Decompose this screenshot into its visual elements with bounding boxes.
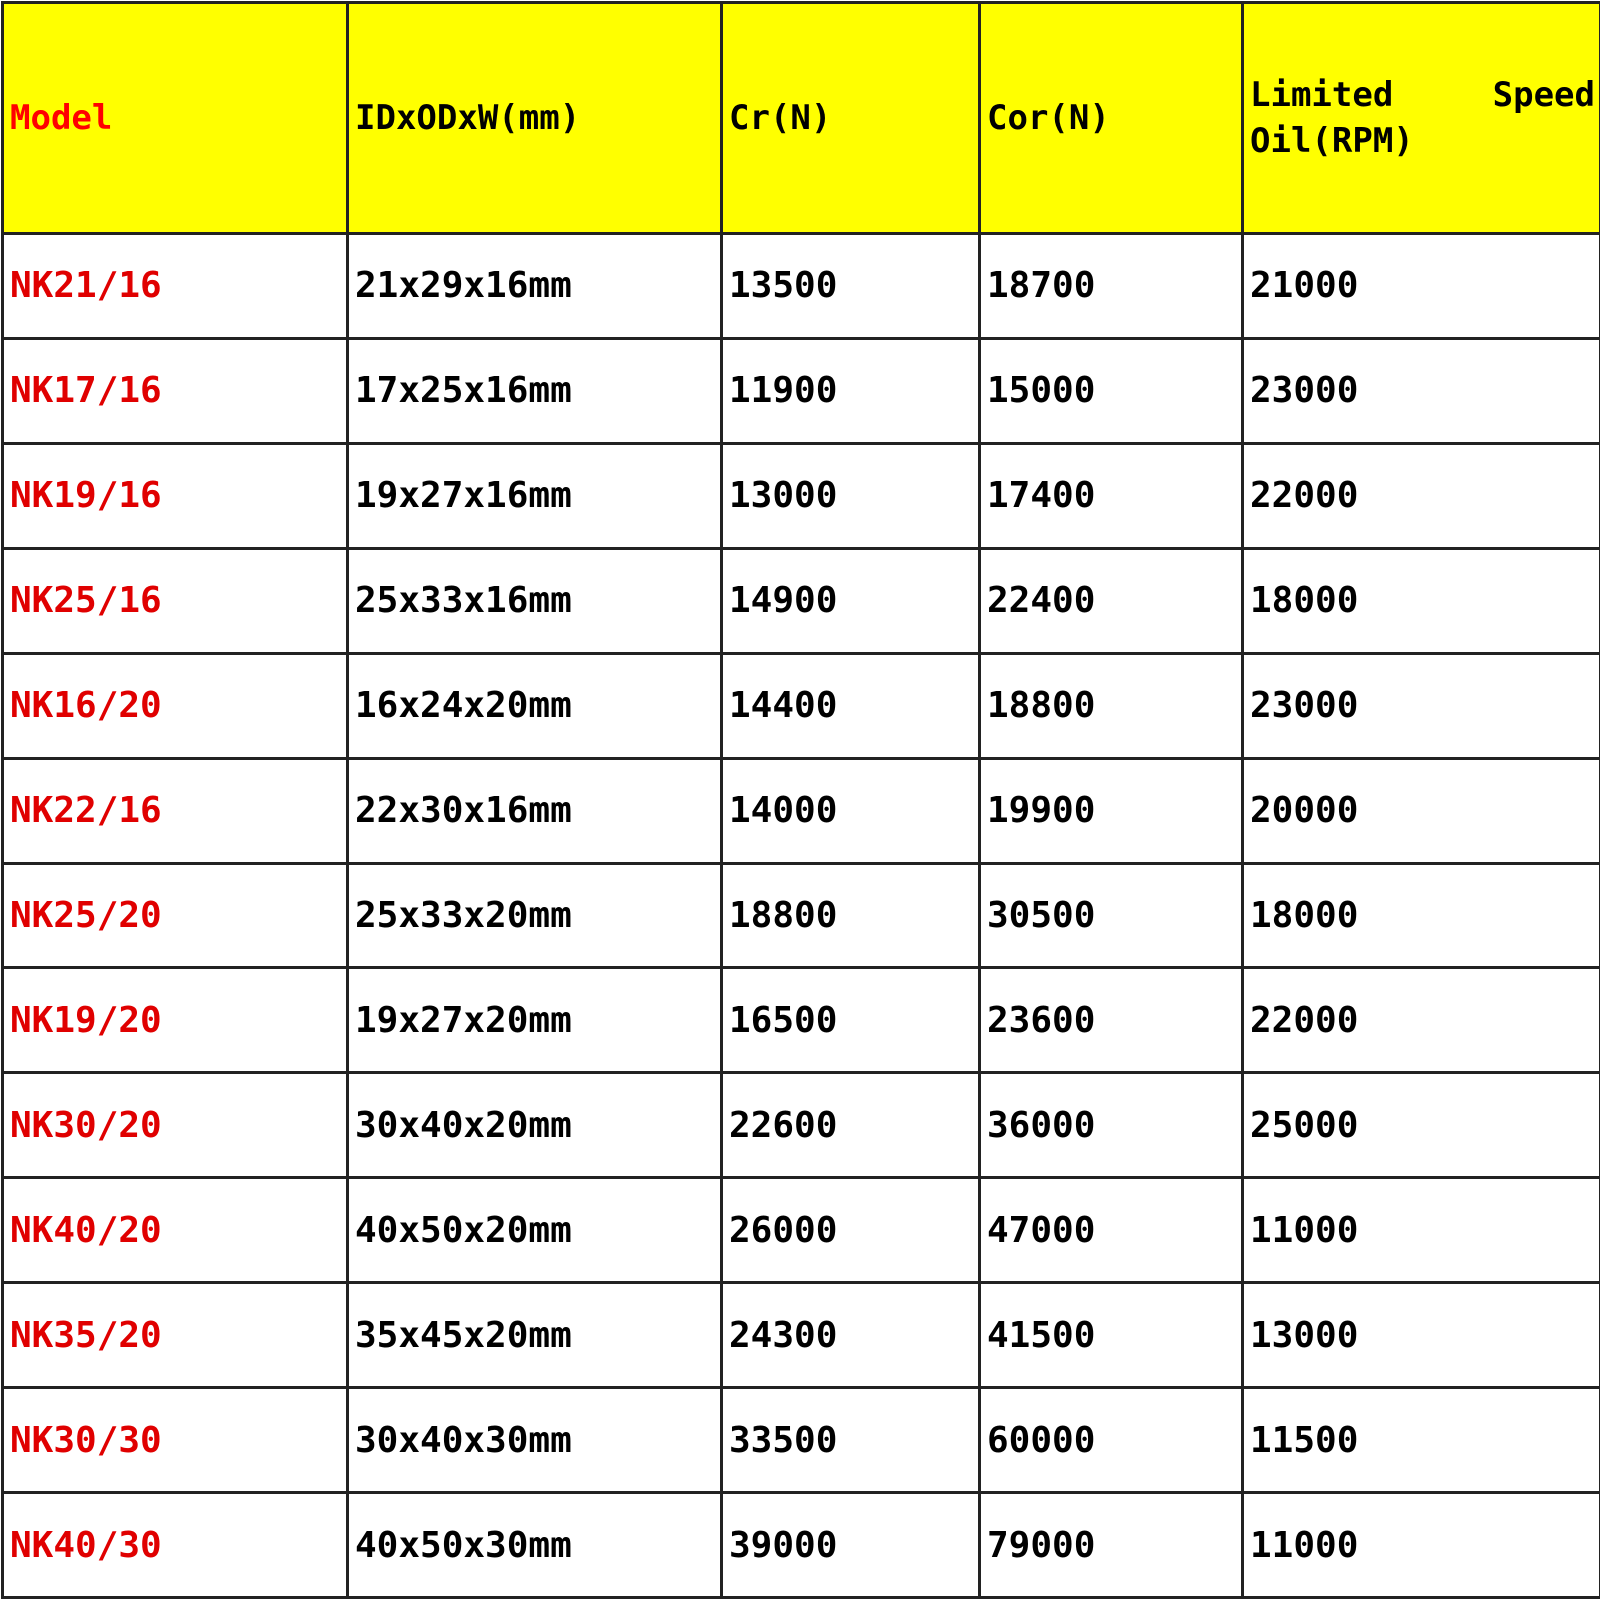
cell-limited-speed: 25000 (1243, 1073, 1600, 1178)
cell-cr: 13000 (722, 443, 980, 548)
cell-dimensions: 22x30x16mm (348, 758, 722, 863)
cell-dimensions: 35x45x20mm (348, 1283, 722, 1388)
header-speed-word1: Limited (1250, 75, 1394, 115)
cell-model: NK30/20 (3, 1073, 348, 1178)
cell-limited-speed: 11500 (1243, 1388, 1600, 1493)
header-cr: Cr(N) (722, 3, 980, 234)
cell-cor: 19900 (980, 758, 1243, 863)
cell-cor: 15000 (980, 338, 1243, 443)
table-row (3, 968, 1600, 1073)
cell-limited-speed: 18000 (1243, 863, 1600, 968)
cell-cor: 18700 (980, 234, 1243, 339)
table-row (3, 443, 1600, 548)
table-row (3, 548, 1600, 653)
cell-limited-speed: 23000 (1243, 653, 1600, 758)
cell-model: NK40/30 (3, 1493, 348, 1598)
cell-dimensions: 21x29x16mm (348, 234, 722, 339)
table-row (3, 1493, 1600, 1598)
cell-limited-speed: 20000 (1243, 758, 1600, 863)
cell-cor: 30500 (980, 863, 1243, 968)
cell-limited-speed: 11000 (1243, 1493, 1600, 1598)
header-speed-word2: Speed (1492, 75, 1595, 115)
cell-dimensions: 40x50x20mm (348, 1178, 722, 1283)
header-model: Model (3, 3, 348, 234)
cell-limited-speed: 23000 (1243, 338, 1600, 443)
cell-cor: 36000 (980, 1073, 1243, 1178)
cell-cor: 41500 (980, 1283, 1243, 1388)
cell-dimensions: 16x24x20mm (348, 653, 722, 758)
table-row (3, 1178, 1600, 1283)
cell-cr: 33500 (722, 1388, 980, 1493)
cell-cr: 16500 (722, 968, 980, 1073)
table-row (3, 1388, 1600, 1493)
bearing-spec-table (1, 1, 1600, 1599)
header-speed-line1 (1250, 72, 1595, 118)
cell-dimensions: 19x27x16mm (348, 443, 722, 548)
cell-model: NK40/20 (3, 1178, 348, 1283)
table-header (3, 3, 1600, 234)
cell-limited-speed: 22000 (1243, 968, 1600, 1073)
cell-cr: 14000 (722, 758, 980, 863)
cell-limited-speed: 22000 (1243, 443, 1600, 548)
cell-model: NK19/16 (3, 443, 348, 548)
cell-dimensions: 17x25x16mm (348, 338, 722, 443)
cell-cor: 60000 (980, 1388, 1243, 1493)
cell-limited-speed: 18000 (1243, 548, 1600, 653)
cell-cr: 13500 (722, 234, 980, 339)
cell-cor: 18800 (980, 653, 1243, 758)
cell-cr: 14900 (722, 548, 980, 653)
cell-model: NK17/16 (3, 338, 348, 443)
table-row (3, 863, 1600, 968)
header-limited-speed (1243, 3, 1600, 234)
cell-cor: 17400 (980, 443, 1243, 548)
cell-model: NK25/20 (3, 863, 348, 968)
cell-dimensions: 19x27x20mm (348, 968, 722, 1073)
cell-cr: 22600 (722, 1073, 980, 1178)
table-row (3, 1283, 1600, 1388)
header-row (3, 3, 1600, 234)
cell-cor: 79000 (980, 1493, 1243, 1598)
cell-dimensions: 25x33x16mm (348, 548, 722, 653)
cell-limited-speed: 11000 (1243, 1178, 1600, 1283)
table-row (3, 338, 1600, 443)
cell-model: NK25/16 (3, 548, 348, 653)
cell-cr: 39000 (722, 1493, 980, 1598)
cell-dimensions: 40x50x30mm (348, 1493, 722, 1598)
header-cor: Cor(N) (980, 3, 1243, 234)
table-row (3, 1073, 1600, 1178)
cell-model: NK35/20 (3, 1283, 348, 1388)
cell-model: NK16/20 (3, 653, 348, 758)
cell-limited-speed: 21000 (1243, 234, 1600, 339)
cell-limited-speed: 13000 (1243, 1283, 1600, 1388)
cell-model: NK30/30 (3, 1388, 348, 1493)
cell-cr: 26000 (722, 1178, 980, 1283)
cell-cr: 24300 (722, 1283, 980, 1388)
cell-cr: 11900 (722, 338, 980, 443)
cell-dimensions: 25x33x20mm (348, 863, 722, 968)
cell-dimensions: 30x40x30mm (348, 1388, 722, 1493)
cell-model: NK22/16 (3, 758, 348, 863)
cell-model: NK19/20 (3, 968, 348, 1073)
cell-cor: 23600 (980, 968, 1243, 1073)
cell-cr: 14400 (722, 653, 980, 758)
header-speed-line2: Oil(RPM) (1250, 121, 1414, 161)
cell-model: NK21/16 (3, 234, 348, 339)
table-row (3, 758, 1600, 863)
table-row (3, 653, 1600, 758)
table-row (3, 234, 1600, 339)
header-dimensions: IDxODxW(mm) (348, 3, 722, 234)
cell-cor: 47000 (980, 1178, 1243, 1283)
cell-dimensions: 30x40x20mm (348, 1073, 722, 1178)
cell-cor: 22400 (980, 548, 1243, 653)
table-body (3, 234, 1600, 1598)
cell-cr: 18800 (722, 863, 980, 968)
